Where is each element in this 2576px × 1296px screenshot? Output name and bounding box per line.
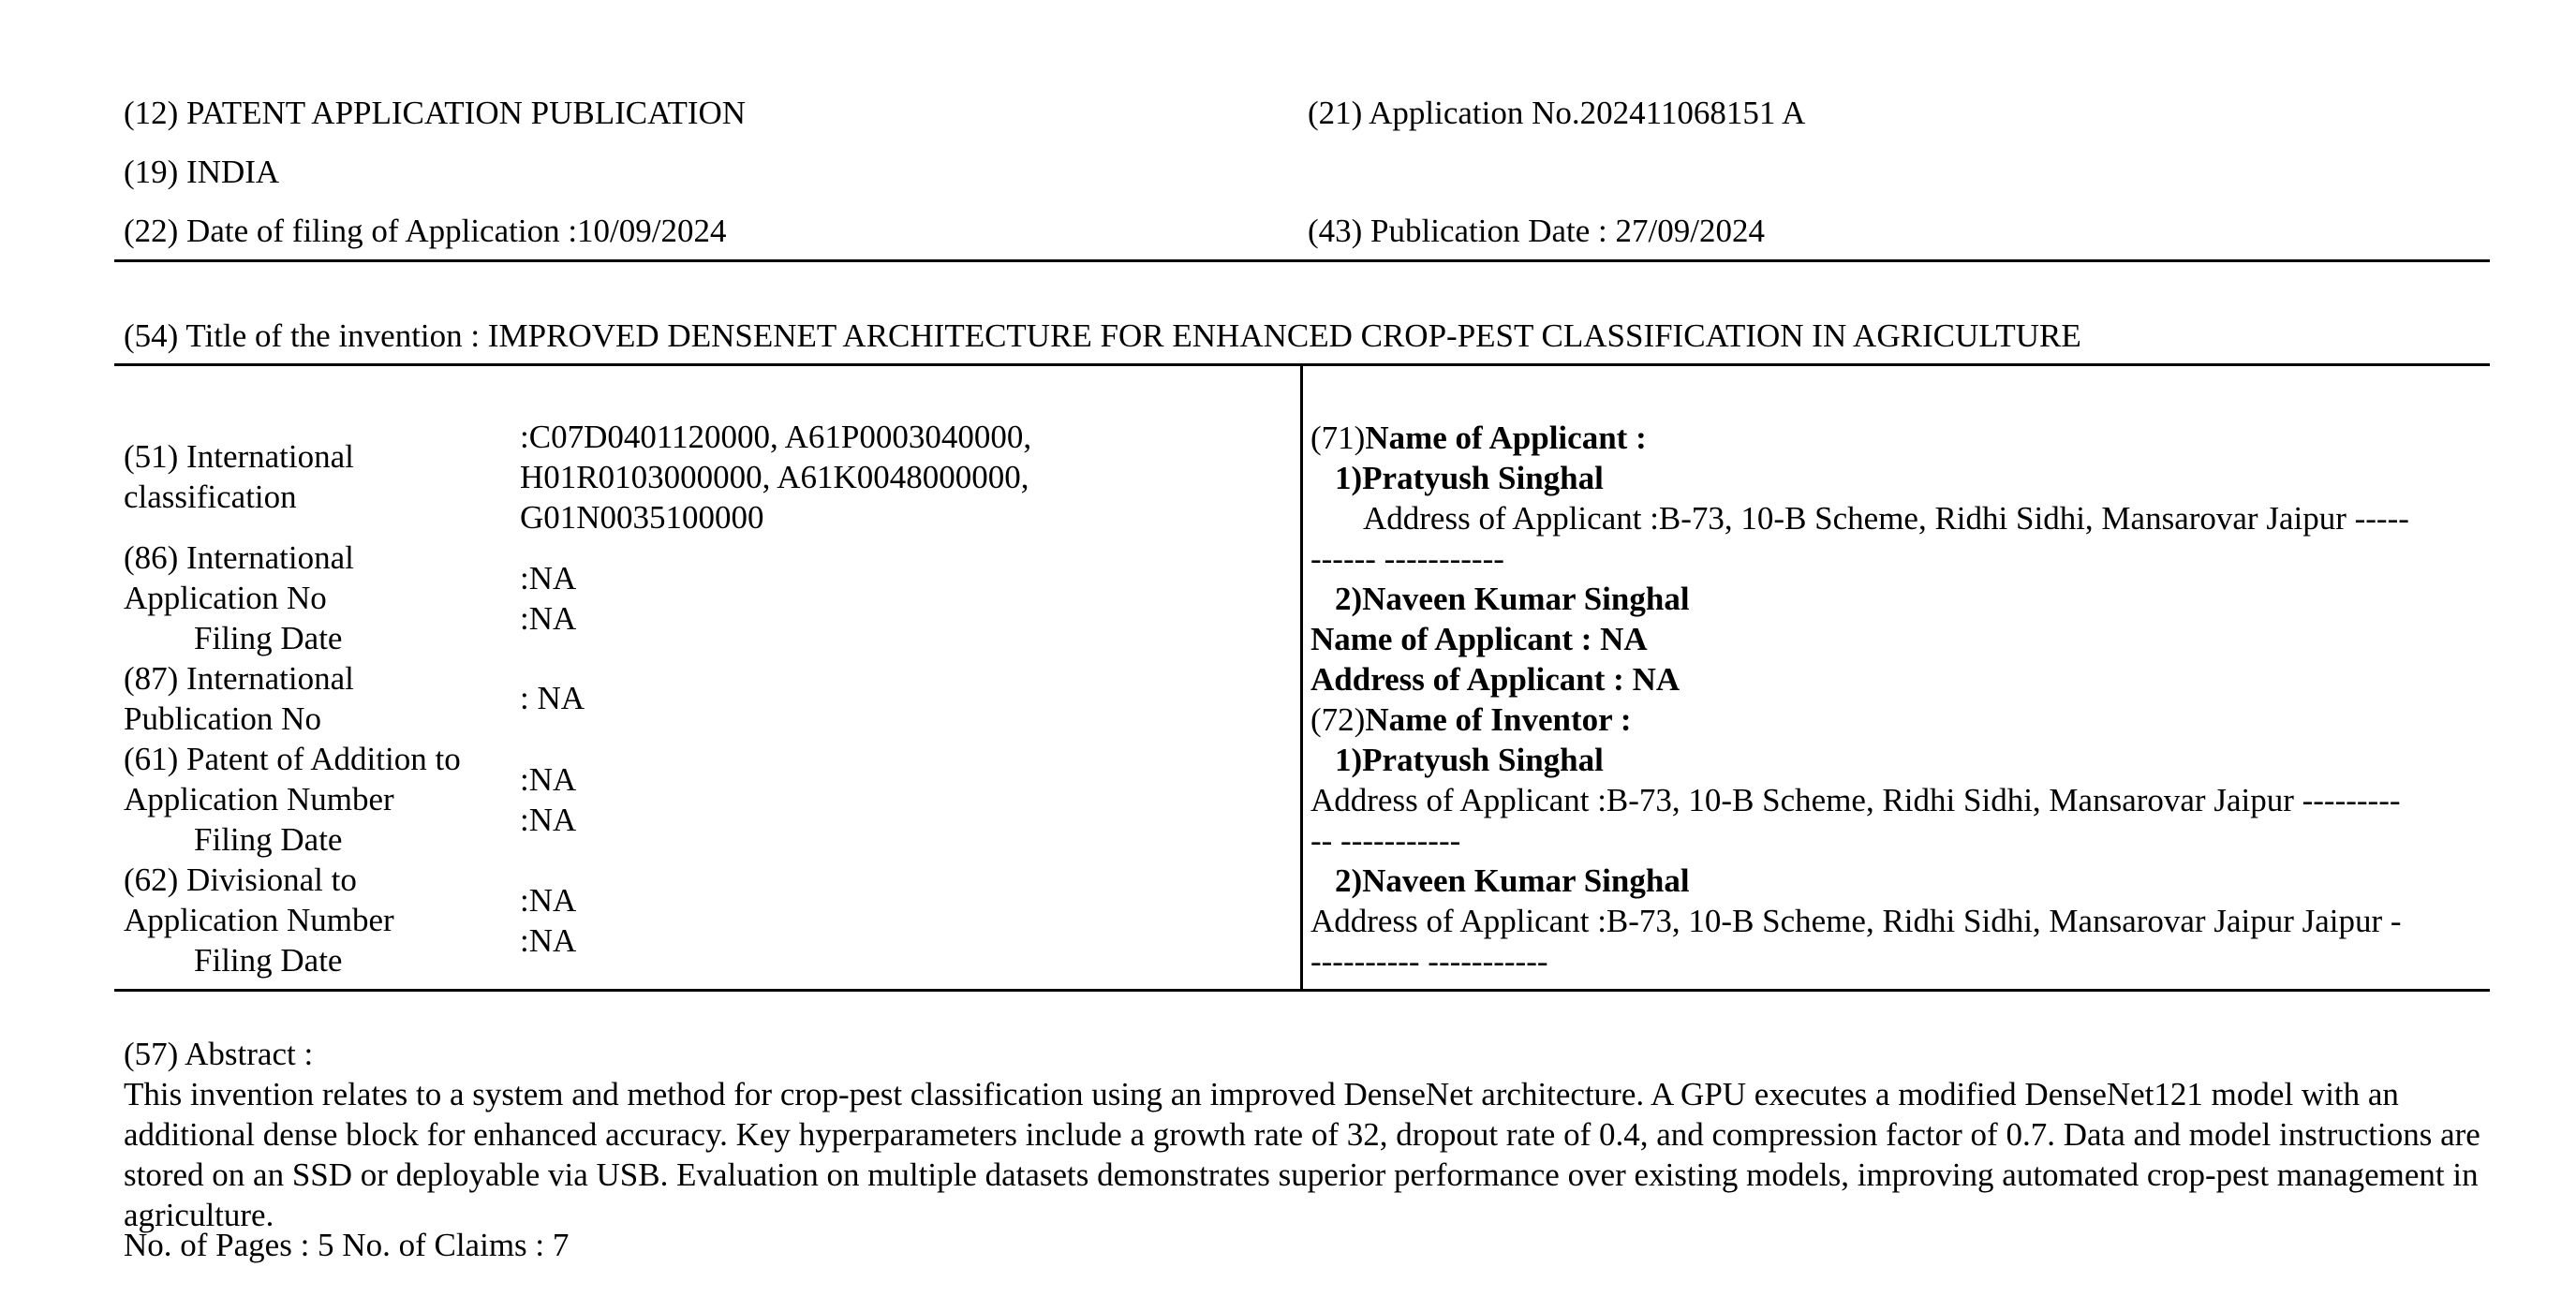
divisional-value: :NA :NA <box>520 882 577 959</box>
publication-date: (43) Publication Date : 27/09/2024 <box>1308 213 1765 249</box>
inventor-1-name: 1)Pratyush Singhal <box>1335 742 1604 778</box>
inventor-2-name: 2)Naveen Kumar Singhal <box>1335 862 1690 899</box>
application-number: (21) Application No.202411068151 A <box>1308 95 1806 131</box>
abstract-label: (57) Abstract : <box>124 1036 314 1072</box>
publication-type: (12) PATENT APPLICATION PUBLICATION <box>124 95 747 131</box>
intl-classification-value: :C07D0401120000, A61P0003040000, H01R0103000000, A61K0048000000, G01N0035100000 <box>520 419 1032 536</box>
divider-top <box>114 259 2490 262</box>
patent-of-addition-label: (61) Patent of Addition to Application Number Filing Date <box>124 741 461 858</box>
country: (19) INDIA <box>124 154 280 190</box>
applicant-name-na: Name of Applicant : NA <box>1310 621 1648 657</box>
applicant-1-address-cont: ------ ----------- <box>1310 540 1504 577</box>
inventor-2-address-cont: ---------- ----------- <box>1310 943 1548 979</box>
intl-classification-label: (51) International classification <box>124 438 354 515</box>
column-divider <box>1300 364 1303 990</box>
inventor-1-address: Address of Applicant :B-73, 10-B Scheme, Ridhi Sidhi, Mansarovar Jaipur --------- <box>1310 782 2401 818</box>
inventor-1-address-cont: -- ----------- <box>1310 822 1461 859</box>
applicant-1-name: 1)Pratyush Singhal <box>1335 460 1604 496</box>
parties-section <box>1310 418 2409 981</box>
applicant-1-address: Address of Applicant :B-73, 10-B Scheme, Ridhi Sidhi, Mansarovar Jaipur ----- <box>1363 500 2409 537</box>
applicant-heading: (71)Name of Applicant : <box>1310 420 1647 456</box>
divider-bottom <box>114 989 2490 992</box>
abstract-section <box>124 1034 2484 1235</box>
filing-date: (22) Date of filing of Application :10/09/2024 <box>124 213 727 249</box>
divisional-label: (62) Divisional to Application Number Filing Date <box>124 862 394 979</box>
intl-application-label: (86) International Application No Filing Date <box>124 539 354 656</box>
applicant-2-name: 2)Naveen Kumar Singhal <box>1335 581 1690 617</box>
inventor-heading: (72)Name of Inventor : <box>1310 701 1632 738</box>
applicant-address-na: Address of Applicant : NA <box>1310 661 1680 698</box>
intl-publication-label: (87) International Publication No <box>124 660 354 737</box>
inventor-2-address: Address of Applicant :B-73, 10-B Scheme, Ridhi Sidhi, Mansarovar Jaipur Jaipur - <box>1310 903 2402 939</box>
abstract-text: This invention relates to a system and method for crop-pest classification using an improved DenseNet architecture. A GPU executes a modified DenseNet121 model with an additional dense block for enhanced accuracy. Key hyperparameters include a growth rate of 32, dropout rate of 0.4, and compression factor of 0.7. Data and model instructions are stored on an SSD or deployable via USB. Evaluation on multiple datasets demonstrates superior performance over existing models, improving automated crop-pest management in agriculture. <box>124 1076 2480 1233</box>
patent-of-addition-value: :NA :NA <box>520 761 577 838</box>
intl-application-value: :NA :NA <box>520 560 577 637</box>
invention-title: (54) Title of the invention : IMPROVED DENSENET ARCHITECTURE FOR ENHANCED CROP-PEST CLASSIFICATION IN AGRICULTURE <box>124 317 2081 354</box>
pages-and-claims: No. of Pages : 5 No. of Claims : 7 <box>124 1227 570 1263</box>
intl-publication-value: : NA <box>520 680 585 716</box>
